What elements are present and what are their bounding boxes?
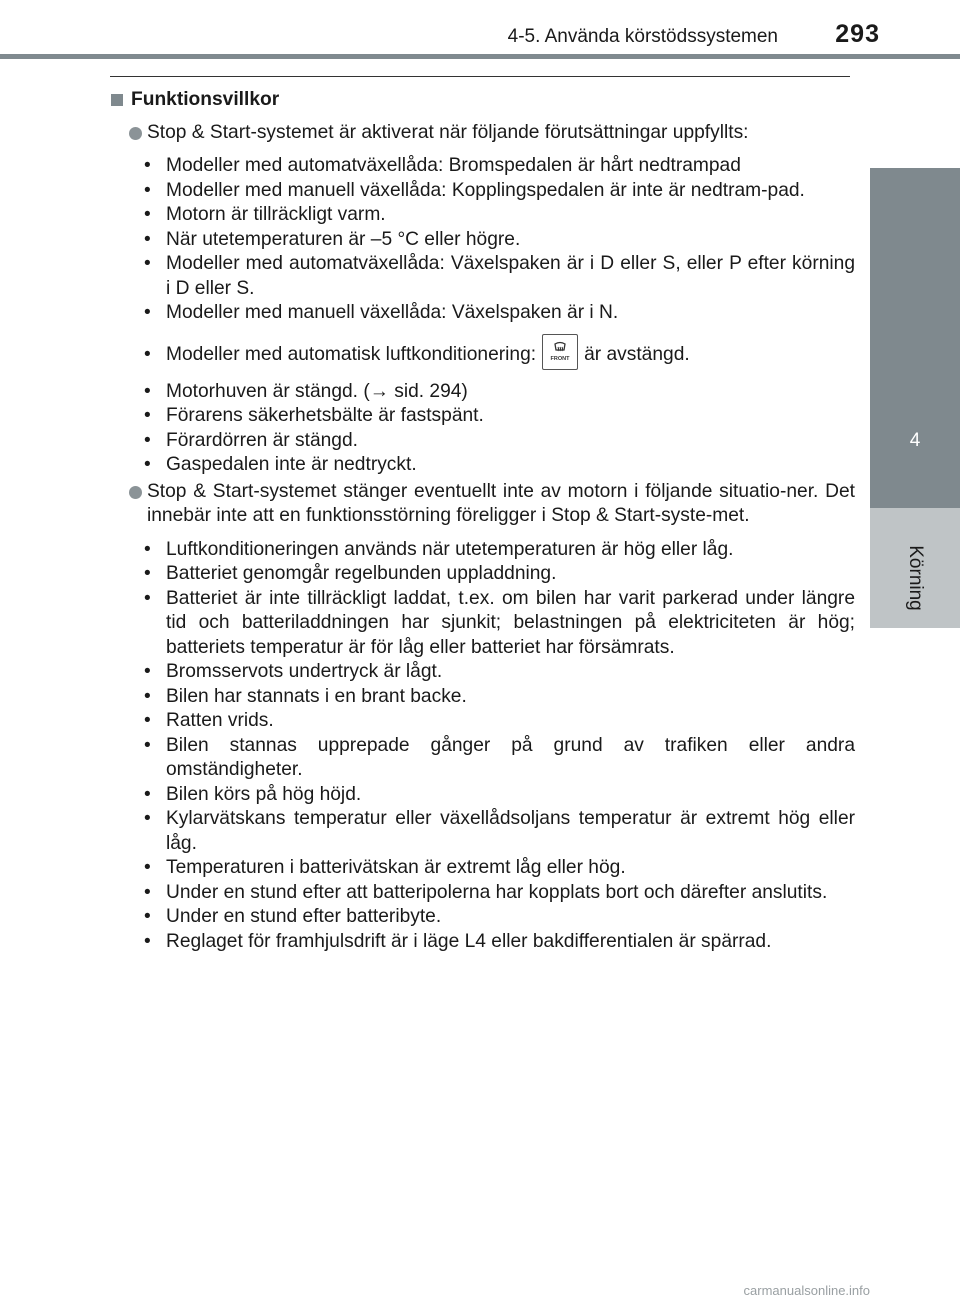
list-item: • Bilen körs på hög höjd. (110, 783, 855, 808)
conditions-list-1 (110, 154, 855, 326)
condition-text-2: Stop & Start-systemet stänger eventuellt inte av motorn i följande situatio-ner. Det innebär inte att en funktionsstörning föreligger i Stop & Start-syste-met. (147, 480, 855, 526)
footer-watermark: carmanualsonline.info (743, 1283, 870, 1298)
list-item: • Förarens säkerhetsbälte är fastspänt. (110, 404, 855, 429)
list-item: • Kylarvätskans temperatur eller växellådsoljans temperatur är extremt hög eller låg. (110, 807, 855, 856)
list-item: • Motorhuven är stängd. (→ sid. 294) (110, 380, 855, 405)
list-item: • Bilen stannas upprepade gånger på grund av trafiken eller andra omständigheter. (110, 734, 855, 783)
list-item: • Gaspedalen inte är nedtryckt. (110, 453, 855, 478)
list-item: • Bilen har stannats i en brant backe. (110, 685, 855, 710)
condition-text-1: Stop & Start-systemet är aktiverat när följande förutsättningar uppfyllts: (147, 121, 749, 143)
ac-text-after: är avstängd. (584, 343, 690, 365)
circle-bullet-icon (129, 486, 142, 499)
list-item: • Bromsservots undertryck är lågt. (110, 660, 855, 685)
conditions-list-2 (110, 380, 855, 478)
list-item-ac (110, 334, 855, 376)
heading-text: Funktionsvillkor (131, 89, 280, 110)
chapter-tab-dark (870, 168, 960, 508)
situations-list (110, 538, 855, 955)
circle-bullet-icon (129, 127, 142, 140)
header-rule (0, 54, 960, 59)
list-item: • Motorn är tillräckligt varm. (110, 203, 855, 228)
page-number: 293 (835, 20, 880, 48)
list-item: • Batteriet är inte tillräckligt laddat, t.ex. om bilen har varit parkerad under längre tid och batteriladdningen har sjunkit; belastningen på elektriciteten är hög; batteriets temperatur är för låg eller batteriet har försämrats. (110, 587, 855, 661)
list-item: • Temperaturen i batterivätskan är extremt låg eller hög. (110, 856, 855, 881)
front-defroster-icon (542, 334, 578, 370)
chapter-number: 4 (909, 430, 921, 451)
condition-paragraph-2 (110, 480, 855, 529)
list-item: • Modeller med automatväxellåda: Växelspaken är i D eller S, eller P efter körning i D eller S. (110, 252, 855, 301)
list-item: • Förardörren är stängd. (110, 429, 855, 454)
list-item: • Under en stund efter att batteripolerna har kopplats bort och därefter anslutits. (110, 881, 855, 906)
content-top-rule (110, 76, 850, 77)
list-item: • Batteriet genomgår regelbunden uppladdning. (110, 562, 855, 587)
section-heading (110, 88, 855, 113)
square-bullet-icon (111, 94, 123, 106)
button-label: FRONT (550, 356, 570, 363)
section-title: 4-5. Använda körstödssystemen (507, 26, 778, 47)
conditions-list-ac (110, 334, 855, 376)
main-content (110, 88, 855, 954)
list-item: • Ratten vrids. (110, 709, 855, 734)
chapter-side-tab (870, 168, 960, 628)
list-item: • Under en stund efter batteribyte. (110, 905, 855, 930)
list-item: • När utetemperaturen är –5 °C eller högre. (110, 228, 855, 253)
list-item: • Luftkonditioneringen används när utetemperaturen är hög eller låg. (110, 538, 855, 563)
list-item: • Modeller med manuell växellåda: Kopplingspedalen är inte är nedtram-pad. (110, 179, 855, 204)
condition-paragraph-1 (110, 121, 855, 146)
chapter-label: Körning (905, 545, 926, 611)
list-item: • Modeller med manuell växellåda: Växelspaken är i N. (110, 301, 855, 326)
list-item: • Reglaget för framhjulsdrift är i läge L4 eller bakdifferentialen är spärrad. (110, 930, 855, 955)
list-item: • Modeller med automatväxellåda: Bromspedalen är hårt nedtrampad (110, 154, 855, 179)
ac-text-before: Modeller med automatisk luftkonditionering: (166, 343, 537, 365)
